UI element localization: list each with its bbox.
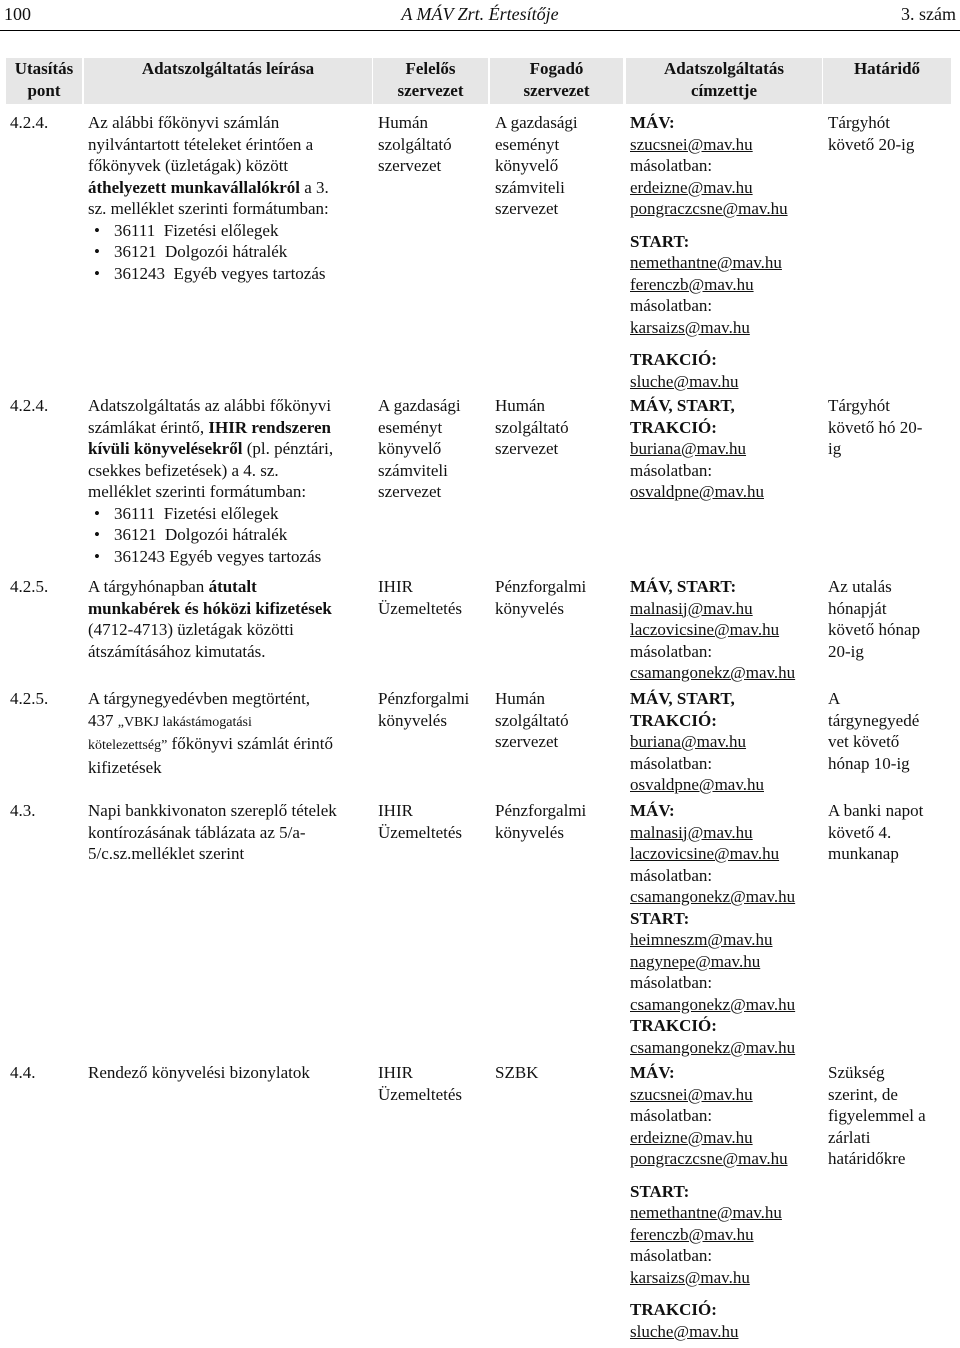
row-point bbox=[10, 112, 86, 134]
description-emphasis: kötelezettség” bbox=[88, 738, 168, 753]
email-link[interactable]: csamangonekz@mav.hu bbox=[630, 1037, 796, 1057]
description-text: átszámításához kimutatás. bbox=[88, 641, 266, 661]
description-line bbox=[88, 733, 376, 757]
row-receiving-org bbox=[495, 576, 628, 619]
bullet-text: 36121 Dolgozói hátralék bbox=[114, 525, 288, 544]
column-header-line: Határidő bbox=[853, 59, 921, 78]
responsible-org-line: szolgáltató bbox=[378, 134, 452, 154]
description-line bbox=[88, 481, 376, 503]
email-link[interactable]: laczovicsine@mav.hu bbox=[630, 844, 780, 863]
row-receiving-org bbox=[495, 395, 628, 460]
description-text: Adatszolgáltatás az alábbi főkönyvi bbox=[88, 396, 332, 415]
description-text: kifizetések bbox=[88, 757, 162, 777]
email-link[interactable]: csamangonekz@mav.hu bbox=[630, 887, 796, 906]
deadline-line: 20-ig bbox=[828, 641, 864, 661]
row-responsible-org bbox=[378, 576, 493, 619]
bullet-item bbox=[88, 524, 376, 546]
description-text: 437 bbox=[88, 710, 118, 730]
description-line bbox=[88, 460, 376, 482]
description-line bbox=[88, 177, 376, 199]
description-line bbox=[88, 641, 376, 663]
receiving-org-line: A gazdasági bbox=[495, 113, 578, 132]
email-link[interactable]: nemethantne@mav.hu bbox=[630, 1203, 782, 1222]
deadline-line: követő 4. bbox=[828, 822, 892, 842]
point-number: 4.2.5. bbox=[10, 577, 49, 596]
responsible-org-line: Üzemeltetés bbox=[378, 598, 463, 618]
page-number: 100 bbox=[4, 4, 31, 24]
deadline-line: munkanap bbox=[828, 844, 899, 863]
row-receiving-org bbox=[495, 1062, 628, 1084]
description-line bbox=[88, 438, 376, 460]
deadline-line: vet követő bbox=[828, 732, 900, 751]
column-header-line: szervezet bbox=[397, 81, 464, 100]
addressee-spacer bbox=[630, 338, 826, 349]
responsible-org-line: Humán bbox=[378, 113, 429, 132]
email-link[interactable]: erdeizne@mav.hu bbox=[630, 177, 753, 197]
column-header-line: Fogadó bbox=[529, 59, 584, 78]
description-line bbox=[88, 1062, 376, 1084]
description-line bbox=[88, 576, 376, 598]
company-label: START: bbox=[630, 1181, 690, 1201]
deadline-line: A bbox=[828, 689, 841, 708]
company-label: TRAKCIÓ: bbox=[630, 350, 717, 369]
email-link[interactable]: ferenczb@mav.hu bbox=[630, 1224, 754, 1244]
responsible-org-line: IHIR bbox=[378, 1063, 413, 1082]
email-link[interactable]: sluche@mav.hu bbox=[630, 1321, 739, 1341]
company-label: MÁV: bbox=[630, 113, 675, 132]
column-header-line: Adatszolgáltatás bbox=[664, 59, 784, 78]
copy-label: másolatban: bbox=[630, 156, 713, 175]
issue-number: 3. szám bbox=[901, 4, 956, 24]
copy-label: másolatban: bbox=[630, 753, 713, 773]
description-text: sz. melléklet szerinti formátumban: bbox=[88, 199, 329, 218]
row-description bbox=[88, 112, 376, 284]
description-text: nyilvántartott tételeket érintően a bbox=[88, 134, 314, 154]
description-line bbox=[88, 395, 376, 417]
column-header-line: Utasítás bbox=[14, 59, 74, 78]
receiving-org-line: könyvelő bbox=[495, 156, 559, 175]
description-emphasis: „VBKJ lakástámogatási bbox=[117, 714, 252, 730]
deadline-line: határidőkre bbox=[828, 1149, 906, 1168]
row-point bbox=[10, 395, 86, 417]
point-number: 4.4. bbox=[10, 1063, 36, 1082]
email-link[interactable]: sluche@mav.hu bbox=[630, 371, 739, 391]
receiving-org-line: szolgáltató bbox=[495, 417, 569, 437]
description-text: (pl. pénztári, bbox=[242, 439, 334, 458]
row-description bbox=[88, 800, 376, 865]
addressee-spacer bbox=[630, 1170, 826, 1181]
responsible-org-line: számviteli bbox=[378, 460, 448, 480]
responsible-org-line: A gazdasági bbox=[378, 396, 461, 415]
email-link[interactable]: erdeizne@mav.hu bbox=[630, 1127, 753, 1147]
deadline-line: követő 20-ig bbox=[828, 134, 915, 154]
column-header-line: Felelős bbox=[405, 59, 456, 78]
description-line bbox=[88, 800, 376, 822]
deadline-line: zárlati bbox=[828, 1127, 871, 1147]
row-responsible-org bbox=[378, 688, 493, 731]
email-link[interactable]: karsaizs@mav.hu bbox=[630, 317, 750, 337]
column-header bbox=[373, 58, 488, 104]
deadline-line: figyelemmel a bbox=[828, 1106, 926, 1125]
bullet-item bbox=[88, 241, 376, 263]
deadline-line: ig bbox=[828, 439, 842, 458]
email-link[interactable]: laczovicsine@mav.hu bbox=[630, 620, 780, 639]
description-emphasis: IHIR rendszeren bbox=[208, 417, 331, 437]
description-emphasis: áthelyezett munkavállalókról bbox=[88, 177, 301, 197]
email-link[interactable]: karsaizs@mav.hu bbox=[630, 1267, 750, 1287]
description-line bbox=[88, 843, 376, 865]
bullet-text: 36111 Fizetési előlegek bbox=[114, 220, 279, 240]
email-link[interactable]: malnasij@mav.hu bbox=[630, 822, 753, 842]
description-emphasis: munkabérek és hóközi kifizetések bbox=[88, 598, 332, 618]
copy-label: másolatban: bbox=[630, 641, 713, 661]
row-point bbox=[10, 1062, 86, 1084]
description-line bbox=[88, 757, 376, 779]
description-text: Napi bankkivonaton szereplő tételek bbox=[88, 801, 337, 820]
row-addressees bbox=[630, 576, 826, 684]
description-text: (4712-4713) üzletágak közötti bbox=[88, 620, 294, 639]
responsible-org-line: Üzemeltetés bbox=[378, 1084, 463, 1104]
description-line bbox=[88, 155, 376, 177]
row-deadline bbox=[828, 112, 956, 155]
row-deadline bbox=[828, 1062, 956, 1170]
company-label: MÁV: bbox=[630, 801, 675, 820]
description-text: csekkes befizetések) a 4. sz. bbox=[88, 460, 279, 480]
receiving-org-line: szervezet bbox=[495, 439, 559, 458]
column-header bbox=[6, 58, 82, 104]
receiving-org-line: szolgáltató bbox=[495, 710, 569, 730]
email-link[interactable]: pongraczcsne@mav.hu bbox=[630, 199, 788, 218]
column-header-line: pont bbox=[27, 81, 61, 100]
responsible-org-line: IHIR bbox=[378, 577, 413, 596]
company-label: TRAKCIÓ: bbox=[630, 1016, 717, 1035]
description-emphasis: átutalt bbox=[208, 577, 257, 596]
description-line bbox=[88, 822, 376, 844]
row-deadline bbox=[828, 688, 956, 774]
column-header bbox=[823, 58, 951, 104]
company-label: START: bbox=[630, 231, 690, 251]
copy-label: másolatban: bbox=[630, 1106, 713, 1125]
description-text: főkönyvi számlát érintő bbox=[167, 734, 334, 753]
row-description bbox=[88, 1062, 376, 1084]
email-link[interactable]: buriana@mav.hu bbox=[630, 732, 747, 751]
addressee-spacer bbox=[630, 220, 826, 231]
copy-label: másolatban: bbox=[630, 1246, 713, 1265]
company-label: MÁV, START, bbox=[630, 689, 735, 708]
responsible-org-line: Pénzforgalmi bbox=[378, 689, 470, 708]
copy-label: másolatban: bbox=[630, 865, 713, 885]
deadline-line: hónapját bbox=[828, 598, 887, 618]
deadline-line: A banki napot bbox=[828, 801, 924, 820]
point-number: 4.2.4. bbox=[10, 396, 49, 415]
row-point bbox=[10, 576, 86, 598]
receiving-org-line: SZBK bbox=[495, 1063, 539, 1082]
deadline-line: Az utalás bbox=[828, 577, 892, 596]
description-line bbox=[88, 134, 376, 156]
description-line bbox=[88, 598, 376, 620]
description-text: számlákat érintő, bbox=[88, 417, 209, 437]
email-link[interactable]: csamangonekz@mav.hu bbox=[630, 994, 796, 1014]
deadline-line: tárgynegyedé bbox=[828, 710, 920, 730]
row-responsible-org bbox=[378, 800, 493, 843]
column-header-line: szervezet bbox=[523, 81, 590, 100]
description-text: 5/c.sz.melléklet szerint bbox=[88, 844, 245, 863]
deadline-line: követő hó 20- bbox=[828, 417, 923, 437]
receiving-org-line: eseményt bbox=[495, 134, 560, 154]
row-deadline bbox=[828, 576, 956, 662]
company-label: TRAKCIÓ: bbox=[630, 710, 717, 730]
row-responsible-org bbox=[378, 112, 493, 177]
row-point bbox=[10, 800, 86, 822]
description-emphasis: kívüli könyvelésekről bbox=[88, 439, 243, 458]
point-number: 4.3. bbox=[10, 801, 36, 820]
row-addressees bbox=[630, 800, 826, 1058]
row-receiving-org bbox=[495, 112, 628, 220]
column-header bbox=[626, 58, 822, 104]
bullet-item bbox=[88, 263, 376, 285]
email-link[interactable]: ferenczb@mav.hu bbox=[630, 274, 754, 294]
row-responsible-org bbox=[378, 1062, 493, 1105]
copy-label: másolatban: bbox=[630, 296, 713, 315]
responsible-org-line: könyvelés bbox=[378, 710, 447, 730]
company-label: START: bbox=[630, 908, 690, 928]
description-text: a 3. bbox=[300, 177, 329, 197]
description-line bbox=[88, 619, 376, 641]
bullet-item bbox=[88, 546, 376, 568]
description-text: melléklet szerinti formátumban: bbox=[88, 482, 307, 501]
point-number: 4.2.5. bbox=[10, 689, 49, 708]
row-responsible-org bbox=[378, 395, 493, 503]
addressee-spacer bbox=[630, 1288, 826, 1299]
responsible-org-line: szervezet bbox=[378, 482, 442, 501]
column-header bbox=[490, 58, 623, 104]
deadline-line: Tárgyhót bbox=[828, 396, 891, 415]
column-header bbox=[84, 58, 372, 104]
receiving-org-line: Pénzforgalmi bbox=[495, 801, 587, 820]
email-link[interactable]: szucsnei@mav.hu bbox=[630, 1084, 753, 1104]
row-deadline bbox=[828, 395, 956, 460]
bullet-item bbox=[88, 503, 376, 525]
row-addressees bbox=[630, 688, 826, 796]
responsible-org-line: könyvelő bbox=[378, 439, 442, 458]
description-text: A tárgyhónapban bbox=[88, 577, 209, 596]
row-description bbox=[88, 395, 376, 567]
email-link[interactable]: nagynepe@mav.hu bbox=[630, 951, 761, 971]
email-link[interactable]: osvaldpne@mav.hu bbox=[630, 775, 764, 794]
email-link[interactable]: szucsnei@mav.hu bbox=[630, 134, 753, 154]
receiving-org-line: szervezet bbox=[495, 732, 559, 751]
description-text: A tárgynegyedévben megtörtént, bbox=[88, 689, 311, 708]
description-text: kontírozásának táblázata az 5/a- bbox=[88, 822, 306, 842]
publication-title: A MÁV Zrt. Értesítője bbox=[401, 4, 559, 24]
row-addressees bbox=[630, 1062, 826, 1342]
page-header bbox=[0, 0, 960, 31]
receiving-org-line: Humán bbox=[495, 689, 546, 708]
description-text: főkönyvek (üzletágak) között bbox=[88, 156, 289, 175]
copy-label: másolatban: bbox=[630, 460, 713, 480]
company-label: MÁV, START, bbox=[630, 396, 735, 415]
row-deadline bbox=[828, 800, 956, 865]
deadline-line: Szükség bbox=[828, 1063, 885, 1082]
point-number: 4.2.4. bbox=[10, 113, 49, 132]
description-text: Az alábbi főkönyvi számlán bbox=[88, 113, 280, 132]
description-line bbox=[88, 112, 376, 134]
receiving-org-line: számviteli bbox=[495, 177, 565, 197]
description-line bbox=[88, 710, 376, 734]
email-link[interactable]: nemethantne@mav.hu bbox=[630, 253, 782, 272]
deadline-line: követő hónap bbox=[828, 620, 921, 639]
deadline-line: Tárgyhót bbox=[828, 113, 891, 132]
email-link[interactable]: pongraczcsne@mav.hu bbox=[630, 1149, 788, 1168]
receiving-org-line: Humán bbox=[495, 396, 546, 415]
receiving-org-line: könyvelés bbox=[495, 822, 564, 842]
bullet-text: 36111 Fizetési előlegek bbox=[114, 503, 279, 523]
deadline-line: szerint, de bbox=[828, 1084, 898, 1104]
bullet-text: 36121 Dolgozói hátralék bbox=[114, 242, 288, 261]
email-link[interactable]: buriana@mav.hu bbox=[630, 439, 747, 458]
bullet-text: 361243 Egyéb vegyes tartozás bbox=[114, 263, 326, 283]
bullet-item bbox=[88, 220, 376, 242]
row-receiving-org bbox=[495, 800, 628, 843]
company-label: TRAKCIÓ: bbox=[630, 1300, 717, 1319]
bullet-text: 361243 Egyéb vegyes tartozás bbox=[114, 546, 322, 566]
company-label: TRAKCIÓ: bbox=[630, 417, 717, 437]
description-line bbox=[88, 417, 376, 439]
column-header-line: Adatszolgáltatás leírása bbox=[141, 59, 315, 78]
receiving-org-line: könyvelés bbox=[495, 598, 564, 618]
deadline-line: hónap 10-ig bbox=[828, 753, 910, 773]
description-line bbox=[88, 688, 376, 710]
responsible-org-line: eseményt bbox=[378, 417, 443, 437]
row-addressees bbox=[630, 112, 826, 392]
receiving-org-line: Pénzforgalmi bbox=[495, 577, 587, 596]
email-link[interactable]: csamangonekz@mav.hu bbox=[630, 663, 796, 682]
email-link[interactable]: malnasij@mav.hu bbox=[630, 598, 753, 618]
responsible-org-line: Üzemeltetés bbox=[378, 822, 463, 842]
row-description bbox=[88, 688, 376, 778]
row-description bbox=[88, 576, 376, 662]
copy-label: másolatban: bbox=[630, 973, 713, 992]
row-point bbox=[10, 688, 86, 710]
description-text: Rendező könyvelési bizonylatok bbox=[88, 1063, 310, 1082]
email-link[interactable]: osvaldpne@mav.hu bbox=[630, 482, 764, 501]
row-addressees bbox=[630, 395, 826, 503]
responsible-org-line: szervezet bbox=[378, 156, 442, 175]
company-label: MÁV: bbox=[630, 1063, 675, 1082]
company-label: MÁV, START: bbox=[630, 577, 737, 596]
description-line bbox=[88, 198, 376, 220]
responsible-org-line: IHIR bbox=[378, 801, 413, 820]
receiving-org-line: szervezet bbox=[495, 199, 559, 218]
row-receiving-org bbox=[495, 688, 628, 753]
column-header-line: címzettje bbox=[690, 81, 758, 100]
email-link[interactable]: heimneszm@mav.hu bbox=[630, 930, 773, 949]
